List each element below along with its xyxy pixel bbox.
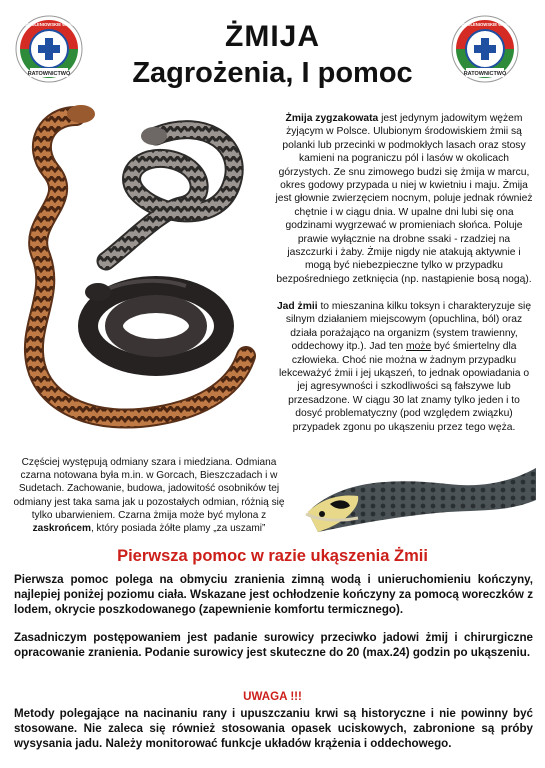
first-aid-paragraph-3: Metody polegające na nacinaniu rany i upuszczaniu krwi są historyczne i nie powinny być stosowane. Nie zaleca się również stosowania opasek uciskowych, zabronione są próby wysysania jadu. Należy monitorować funkcje układów krążenia i oddechowego.	[14, 707, 533, 750]
intro-paragraph-adder	[275, 112, 533, 286]
logo-left-top-text: SZKOLENIOWSKIE WOPR	[22, 22, 76, 27]
varieties-text-b: , który posiada żółte plamy „za uszami”	[90, 523, 266, 535]
adder-description: jest jedynym jadowitym wężem żyjącym w Polsce. Ulubionym środowiskiem żmii są polanki lub przecinki w podmokłych lasach oraz stosy kamieni na pograniczu pól i lasów w okolicach górzystych. Ze snu zimowego budzi się żmija w marcu, okres godowy przypada u niej w kwietniu i maju. Żmija jest głownie zwierzęciem nocnym, poluje jednak również chętnie i w ciągu dnia. W upalne dni lubi się ona godzinami wygrzewać w promieniach słońca. Poluje prawie wyłącznie na drobne ssaki - rzadziej na jaszczurki i żaby. Żmije nigdy nie atakują aktywnie i mogą być niebezpieczne tylko w przypadku bezpośredniego zetknięcia (np. nastąpienie bosą nogą).	[275, 113, 533, 285]
first-aid-heading: Pierwsza pomoc w razie ukąszenia Żmii	[117, 547, 428, 565]
grass-snake-illustration	[298, 462, 536, 540]
intro-paragraph-venom	[275, 300, 533, 434]
varieties-text-a: Częściej występują odmiany szara i miedziana. Odmiana czarna notowana była m.in. w Gorcach, Bieszczadach i w Sudetach. Zachowanie, budowa, jadowitość osobników tej odmiany jest taka sama jak u pozostałych odmian, różnią się tylko ubarwieniem. Czarna żmija może być mylona z	[13, 457, 285, 521]
adder-snakes-illustration	[6, 96, 264, 452]
page-subtitle: Zagrożenia, I pomoc	[132, 57, 413, 89]
grass-snake-name: zaskrońcem	[32, 523, 91, 535]
logo-right-bottom-text: RATOWNICTWO	[463, 71, 507, 77]
warning-label: UWAGA !!!	[243, 690, 302, 703]
intro-paragraph-varieties	[8, 456, 290, 535]
first-aid-paragraph-1: Pierwsza pomoc polega na obmyciu zranienia zimną wodą i unieruchomieniu kończyny, najlepiej poniżej poziomu ciała. Wskazane jest ochłodzenie kończyny za pomocą woreczków z lodem, okrycie poszkodowanego (zapewnienie komfortu termicznego).	[14, 573, 533, 616]
venom-text-a: to mieszanina kilku toksyn i charakteryzuje się silnym działaniem miejscowym (opuchlina, ból) oraz działa porażająco na organizm (system trawienny, oddechowy itp.). Jad ten	[285, 301, 532, 353]
page-title: ŻMIJA	[225, 20, 320, 53]
logo-left-bottom-text: RATOWNICTWO	[27, 71, 71, 77]
logo-right-top-text: SZKOLENIOWSKIE WOPR	[458, 22, 512, 27]
first-aid-paragraph-2: Zasadniczym postępowaniem jest padanie surowicy przeciwko jadowi żmij i chirurgiczne opracowanie zranienia. Podanie surowicy jest skuteczne do 20 (max.24) godzin po ukąszeniu.	[14, 631, 533, 659]
venom-text-b: być śmiertelny dla człowieka. Choć nie można w żadnym przypadku lekceważyć żmii i jej ukąszeń, to jednak opowiadania o jej agresywności i szkodliwości są fałszywe lub przesadzone. W ciągu 30 lat znamy tylko jeden i to dosyć problematyczny (pod względem związku) przypadek zgonu po ukąszeniu przez tego węża.	[278, 341, 530, 433]
adder-name: Żmija zygzakowata	[285, 113, 379, 124]
venom-label: Jad żmii	[276, 301, 318, 312]
venom-underlined: może	[406, 341, 432, 353]
